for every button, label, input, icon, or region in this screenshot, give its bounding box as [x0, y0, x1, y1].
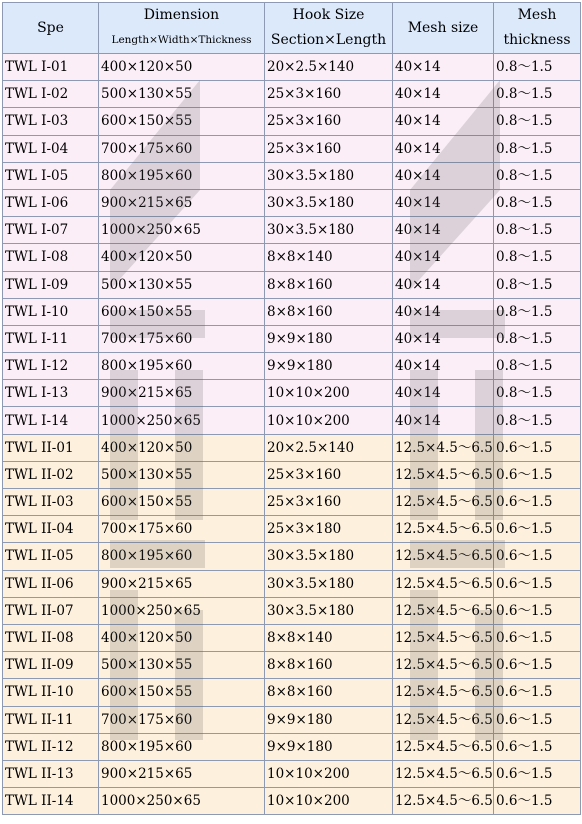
cell-spe: TWL I-04: [3, 135, 99, 162]
cell-spe: TWL I-05: [3, 162, 99, 189]
cell-mesh-thickness: 0.6～1.5: [494, 461, 581, 488]
cell-mesh-thickness: 0.8～1.5: [494, 298, 581, 325]
table-row: [3, 679, 581, 706]
cell-hook-size: 25×3×160: [265, 461, 393, 488]
header-spe: [3, 3, 99, 54]
table-row: [3, 624, 581, 651]
table-body: [3, 54, 581, 815]
cell-mesh-size: 40×14: [393, 271, 494, 298]
table-row: [3, 706, 581, 733]
cell-mesh-thickness: 0.8～1.5: [494, 353, 581, 380]
cell-mesh-thickness: 0.8～1.5: [494, 407, 581, 434]
table-row: [3, 325, 581, 352]
cell-hook-size: 10×10×200: [265, 380, 393, 407]
cell-dimension: 1000×250×65: [99, 217, 265, 244]
cell-mesh-size: 40×14: [393, 380, 494, 407]
spec-table: [2, 2, 581, 815]
cell-spe: TWL I-01: [3, 54, 99, 81]
table-row: [3, 81, 581, 108]
cell-mesh-size: 12.5×4.5～6.5: [393, 788, 494, 815]
cell-hook-size: 20×2.5×140: [265, 434, 393, 461]
cell-dimension: 800×195×60: [99, 353, 265, 380]
cell-mesh-size: 40×14: [393, 81, 494, 108]
cell-spe: TWL II-06: [3, 570, 99, 597]
cell-mesh-thickness: 0.8～1.5: [494, 217, 581, 244]
table-row: [3, 543, 581, 570]
cell-dimension: 600×150×55: [99, 108, 265, 135]
cell-spe: TWL II-13: [3, 760, 99, 787]
table-row: [3, 298, 581, 325]
header-dimension: [99, 3, 265, 54]
cell-hook-size: 30×3.5×180: [265, 162, 393, 189]
cell-spe: TWL I-08: [3, 244, 99, 271]
cell-hook-size: 8×8×160: [265, 298, 393, 325]
cell-mesh-size: 40×14: [393, 108, 494, 135]
cell-dimension: 1000×250×65: [99, 407, 265, 434]
table-row: [3, 434, 581, 461]
header-label: Spe: [37, 19, 64, 36]
cell-mesh-thickness: 0.6～1.5: [494, 652, 581, 679]
cell-spe: TWL II-10: [3, 679, 99, 706]
cell-mesh-size: 40×14: [393, 135, 494, 162]
cell-dimension: 700×175×60: [99, 516, 265, 543]
cell-spe: TWL I-14: [3, 407, 99, 434]
cell-dimension: 400×120×50: [99, 244, 265, 271]
cell-dimension: 700×175×60: [99, 706, 265, 733]
cell-mesh-thickness: 0.6～1.5: [494, 788, 581, 815]
header-mesh-thickness: [494, 3, 581, 54]
cell-mesh-size: 40×14: [393, 217, 494, 244]
cell-mesh-size: 12.5×4.5～6.5: [393, 679, 494, 706]
cell-hook-size: 30×3.5×180: [265, 570, 393, 597]
cell-dimension: 900×215×65: [99, 189, 265, 216]
cell-hook-size: 8×8×160: [265, 652, 393, 679]
table-row: [3, 353, 581, 380]
cell-hook-size: 30×3.5×180: [265, 189, 393, 216]
cell-hook-size: 30×3.5×180: [265, 217, 393, 244]
cell-mesh-size: 12.5×4.5～6.5: [393, 543, 494, 570]
cell-mesh-thickness: 0.6～1.5: [494, 733, 581, 760]
header-label: Dimension: [143, 7, 220, 23]
cell-spe: TWL II-07: [3, 597, 99, 624]
table-row: [3, 461, 581, 488]
header-label: Hook Size: [292, 7, 365, 23]
header-label: Mesh size: [407, 19, 479, 36]
cell-mesh-thickness: 0.6～1.5: [494, 679, 581, 706]
cell-dimension: 500×130×55: [99, 81, 265, 108]
cell-mesh-size: 40×14: [393, 244, 494, 271]
table-row: [3, 489, 581, 516]
cell-mesh-thickness: 0.8～1.5: [494, 108, 581, 135]
cell-hook-size: 30×3.5×180: [265, 543, 393, 570]
table-row: [3, 407, 581, 434]
cell-dimension: 900×215×65: [99, 570, 265, 597]
cell-hook-size: 25×3×160: [265, 108, 393, 135]
cell-spe: TWL II-09: [3, 652, 99, 679]
cell-mesh-size: 12.5×4.5～6.5: [393, 624, 494, 651]
cell-hook-size: 9×9×180: [265, 325, 393, 352]
cell-spe: TWL II-12: [3, 733, 99, 760]
cell-dimension: 900×215×65: [99, 760, 265, 787]
cell-mesh-thickness: 0.8～1.5: [494, 189, 581, 216]
cell-dimension: 600×150×55: [99, 298, 265, 325]
cell-mesh-size: 12.5×4.5～6.5: [393, 597, 494, 624]
table-row: [3, 244, 581, 271]
cell-dimension: 600×150×55: [99, 679, 265, 706]
header-label: Mesh: [517, 7, 557, 23]
cell-hook-size: 9×9×180: [265, 733, 393, 760]
cell-mesh-size: 12.5×4.5～6.5: [393, 760, 494, 787]
header-sublabel: Section×Length: [270, 32, 387, 48]
cell-hook-size: 10×10×200: [265, 788, 393, 815]
cell-dimension: 800×195×60: [99, 162, 265, 189]
cell-dimension: 700×175×60: [99, 325, 265, 352]
cell-spe: TWL II-04: [3, 516, 99, 543]
cell-mesh-thickness: 0.8～1.5: [494, 244, 581, 271]
cell-dimension: 1000×250×65: [99, 788, 265, 815]
cell-dimension: 400×120×50: [99, 434, 265, 461]
table-row: [3, 217, 581, 244]
cell-mesh-size: 12.5×4.5～6.5: [393, 516, 494, 543]
table-row: [3, 788, 581, 815]
header-sublabel: Length×Width×Thickness: [111, 34, 252, 46]
cell-mesh-size: 12.5×4.5～6.5: [393, 461, 494, 488]
cell-dimension: 500×130×55: [99, 652, 265, 679]
cell-hook-size: 8×8×140: [265, 244, 393, 271]
cell-dimension: 500×130×55: [99, 271, 265, 298]
cell-mesh-size: 12.5×4.5～6.5: [393, 434, 494, 461]
cell-spe: TWL I-12: [3, 353, 99, 380]
cell-mesh-thickness: 0.6～1.5: [494, 624, 581, 651]
cell-mesh-size: 40×14: [393, 325, 494, 352]
cell-dimension: 800×195×60: [99, 543, 265, 570]
cell-spe: TWL I-02: [3, 81, 99, 108]
cell-hook-size: 25×3×160: [265, 135, 393, 162]
cell-hook-size: 9×9×180: [265, 706, 393, 733]
cell-hook-size: 8×8×140: [265, 624, 393, 651]
cell-hook-size: 25×3×160: [265, 489, 393, 516]
cell-mesh-thickness: 0.6～1.5: [494, 434, 581, 461]
cell-mesh-size: 40×14: [393, 353, 494, 380]
table-row: [3, 652, 581, 679]
cell-dimension: 400×120×50: [99, 624, 265, 651]
cell-spe: TWL II-11: [3, 706, 99, 733]
cell-mesh-thickness: 0.8～1.5: [494, 271, 581, 298]
cell-mesh-thickness: 0.8～1.5: [494, 325, 581, 352]
cell-dimension: 500×130×55: [99, 461, 265, 488]
cell-spe: TWL I-03: [3, 108, 99, 135]
cell-mesh-size: 40×14: [393, 189, 494, 216]
table-row: [3, 135, 581, 162]
cell-dimension: 400×120×50: [99, 54, 265, 81]
table-row: [3, 108, 581, 135]
cell-hook-size: 8×8×160: [265, 271, 393, 298]
cell-spe: TWL I-13: [3, 380, 99, 407]
cell-mesh-thickness: 0.6～1.5: [494, 597, 581, 624]
cell-mesh-size: 12.5×4.5～6.5: [393, 570, 494, 597]
table-row: [3, 597, 581, 624]
table-row: [3, 189, 581, 216]
cell-spe: TWL II-05: [3, 543, 99, 570]
cell-mesh-size: 40×14: [393, 298, 494, 325]
cell-mesh-size: 40×14: [393, 407, 494, 434]
cell-hook-size: 8×8×160: [265, 679, 393, 706]
cell-mesh-thickness: 0.8～1.5: [494, 380, 581, 407]
cell-spe: TWL I-09: [3, 271, 99, 298]
table-row: [3, 380, 581, 407]
cell-mesh-thickness: 0.8～1.5: [494, 135, 581, 162]
cell-mesh-thickness: 0.6～1.5: [494, 760, 581, 787]
cell-mesh-thickness: 0.8～1.5: [494, 54, 581, 81]
cell-dimension: 800×195×60: [99, 733, 265, 760]
header-sublabel: thickness: [503, 32, 571, 48]
table-row: [3, 760, 581, 787]
cell-hook-size: 10×10×200: [265, 407, 393, 434]
cell-dimension: 900×215×65: [99, 380, 265, 407]
cell-spe: TWL I-11: [3, 325, 99, 352]
cell-dimension: 700×175×60: [99, 135, 265, 162]
cell-mesh-thickness: 0.6～1.5: [494, 489, 581, 516]
cell-spe: TWL II-14: [3, 788, 99, 815]
cell-hook-size: 25×3×180: [265, 516, 393, 543]
cell-hook-size: 20×2.5×140: [265, 54, 393, 81]
table-row: [3, 733, 581, 760]
table-row: [3, 54, 581, 81]
cell-spe: TWL II-08: [3, 624, 99, 651]
cell-mesh-size: 40×14: [393, 162, 494, 189]
table-row: [3, 516, 581, 543]
cell-hook-size: 10×10×200: [265, 760, 393, 787]
cell-mesh-thickness: 0.6～1.5: [494, 570, 581, 597]
cell-mesh-thickness: 0.6～1.5: [494, 543, 581, 570]
cell-spe: TWL II-01: [3, 434, 99, 461]
table-row: [3, 271, 581, 298]
cell-mesh-size: 40×14: [393, 54, 494, 81]
table-header-row: [3, 3, 581, 54]
cell-spe: TWL I-10: [3, 298, 99, 325]
table-row: [3, 570, 581, 597]
cell-spe: TWL I-06: [3, 189, 99, 216]
cell-mesh-thickness: 0.8～1.5: [494, 81, 581, 108]
table-row: [3, 162, 581, 189]
header-hook-size: [265, 3, 393, 54]
cell-mesh-size: 12.5×4.5～6.5: [393, 706, 494, 733]
cell-mesh-thickness: 0.6～1.5: [494, 706, 581, 733]
cell-dimension: 600×150×55: [99, 489, 265, 516]
cell-spe: TWL II-02: [3, 461, 99, 488]
cell-hook-size: 9×9×180: [265, 353, 393, 380]
cell-dimension: 1000×250×65: [99, 597, 265, 624]
cell-mesh-thickness: 0.6～1.5: [494, 516, 581, 543]
header-mesh-size: [393, 3, 494, 54]
cell-spe: TWL I-07: [3, 217, 99, 244]
cell-mesh-thickness: 0.8～1.5: [494, 162, 581, 189]
cell-spe: TWL II-03: [3, 489, 99, 516]
cell-hook-size: 30×3.5×180: [265, 597, 393, 624]
cell-mesh-size: 12.5×4.5～6.5: [393, 489, 494, 516]
cell-mesh-size: 12.5×4.5～6.5: [393, 733, 494, 760]
cell-hook-size: 25×3×160: [265, 81, 393, 108]
cell-mesh-size: 12.5×4.5～6.5: [393, 652, 494, 679]
